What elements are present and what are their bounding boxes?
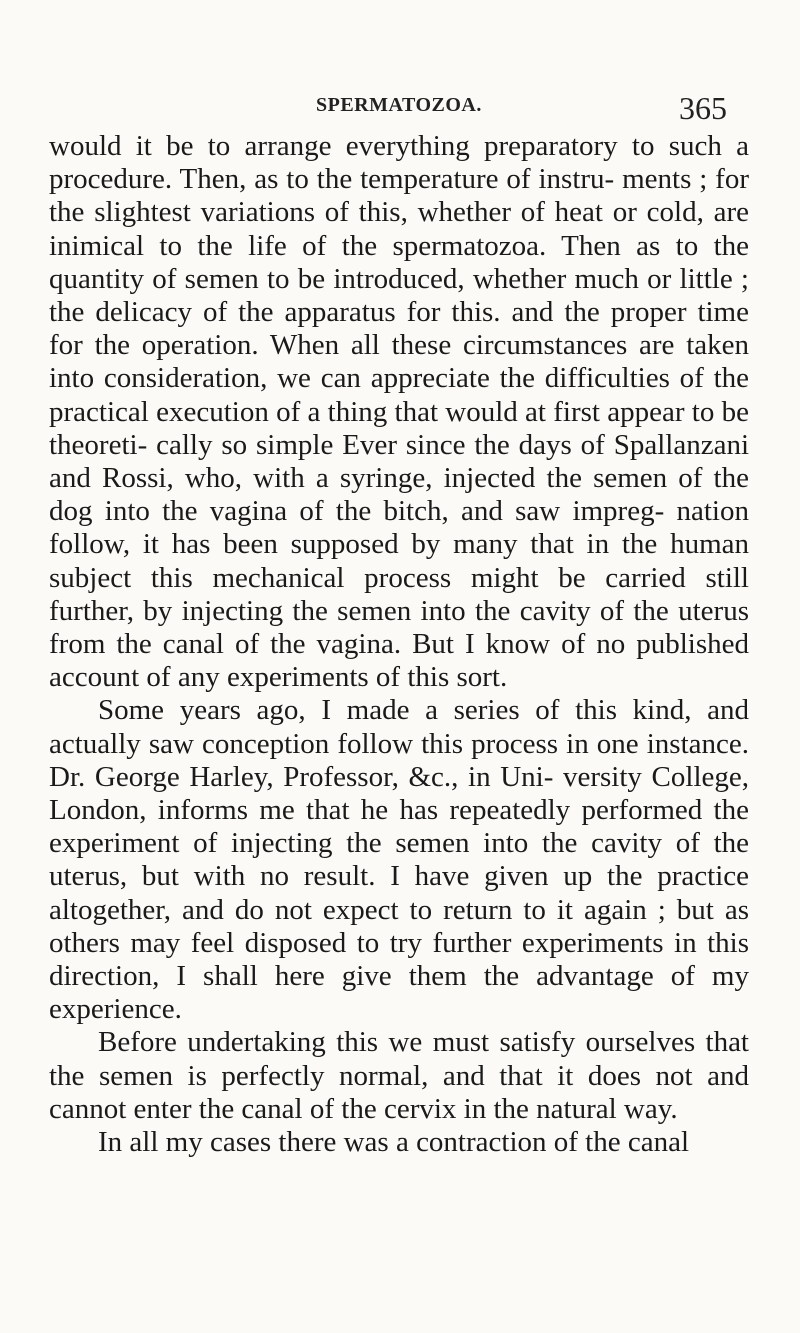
- running-head: SPERMATOZOA.: [316, 94, 482, 116]
- paragraph: In all my cases there was a contraction of the canal: [98, 1126, 690, 1159]
- paragraph: Before undertaking this we must satisfy ourselves that the semen is perfectly normal, and that it does not and cannot enter the canal of the cervix in the natural way.: [49, 1026, 749, 1125]
- paragraph-continued: would it be to arrange everything preparatory to such a procedure. Then, as to the temperature of instru- ments ; for the slightest variations of this, whether of heat or cold, are inimical to the life of the spermatozoa. Then as to the quantity of semen to be introduced, whether much or little ; the delicacy of the apparatus for this. and the proper time for the operation. When all these circumstances are taken into consideration, we can appreciate the difficulties of the practical execution of a thing that would at first appear to be theoreti- cally so simple Ever since the days of Spallanzani and Rossi, who, with a syringe, injected the semen of the dog into the vagina of the bitch, and saw impreg- nation follow, it has been supposed by many that in the human subject this mechanical process might be carried still further, by injecting the semen into the cavity of the uterus from the canal of the vagina. But I know of no published account of any experiments of this sort.: [49, 130, 749, 694]
- body-text: [49, 130, 749, 1159]
- paragraph: Some years ago, I made a series of this kind, and actually saw conception follow this process in one instance. Dr. George Harley, Professor, &c., in Uni- versity College, London, informs me that he has repeatedly performed the experiment of injecting the semen into the cavity of the uterus, but with no result. I have given up the practice altogether, and do not expect to return to it again ; but as others may feel disposed to try further experiments in this direction, I shall here give them the advantage of my experience.: [49, 694, 749, 1026]
- page-header: [0, 86, 800, 126]
- page-number: 365: [679, 90, 727, 126]
